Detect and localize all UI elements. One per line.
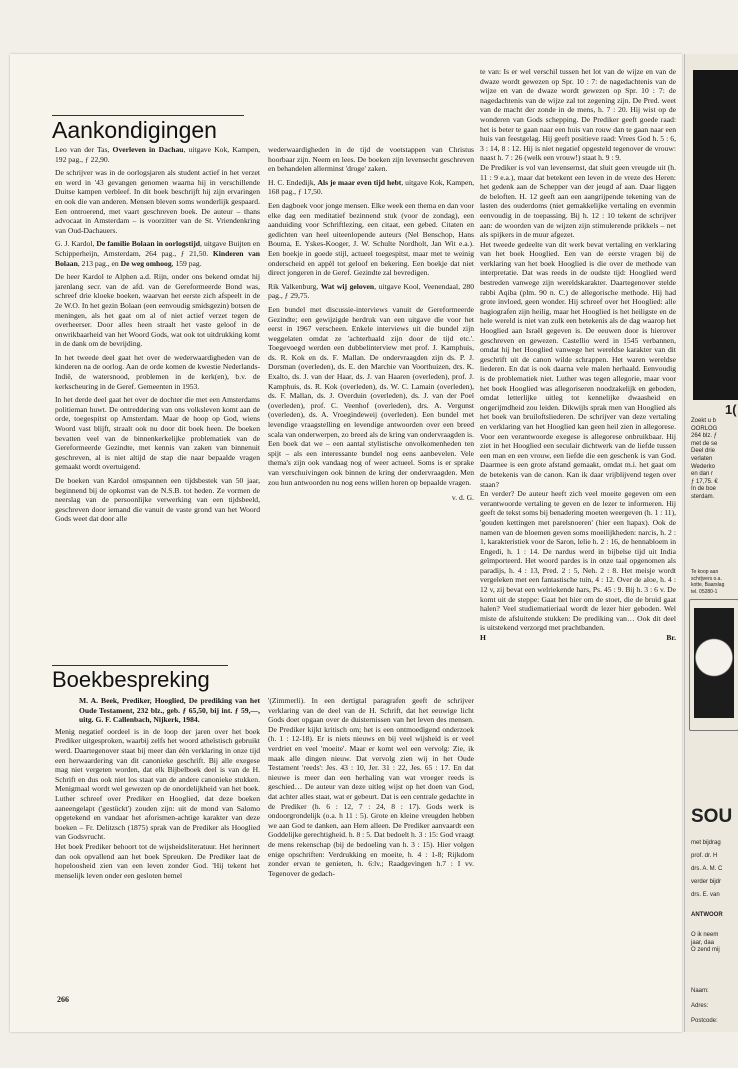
review-text-2: '(Zimmerli). In een dertigtal paragrafen geeft de schrijver verklaring van de deel van de H. Schrift, dat het eeuwige licht Gods doet opgaan over de duisternissen van het leven des mensen. De Prediker kijkt kritisch om; het is een ontmoedigend onderzoek (h. 1 : 12-18). Er is niets nieuws en bij veel wijsheid is er veel verdriet en veel 'moeite'. Maar er komt wel een vervolg: Zie, ik maak alle dingen nieuw. Dat vervolg zien wij in het Oude Testament 'reeds': Jes. 43 : 10, Jer. 31 : 22, Jes. 65 : 17. En dat nieuwe is meer dan een herhaling van wat vroeger reeds is geschied… De auteur van deze uitleg wijst op het doen van God, dat achter alles staat, wat er gebeurt. Dat is een centrale gedachte in de Prediker (h. 6 : 12, 7 : 24, 8 : 17). Gods werk is ondoorgrondelijk (o.a. h 11 : 5). Grote en kleine vreugden hebben we aan God te danken, aan Hem alleen. De Prediker aanvaardt een Goddelijke gerechtigheid. h. 8 : 5. Dat bedoelt h. 3 : 15: God vraagt de mens rekenschap (bij de bedoeling van h. 3 : 15). Hier volgen enige opschriften: Verdrukking en moeite, h. 4 : 1-8; Rijkdom zonder ervan te genieten, h. 6:lv.; Raadgevingen h.7 : I vv. Tegenover de gedach- [268, 696, 474, 878]
paragraph: In het derde deel gaat het over de dochter die met een Amsterdams politieman huwt. De ontreddering van ons volksleven komt aan de orde, toegespitst op Amsterdam. Maar de hoop op God, wiens Woord vast blijft, straalt ook nu door dit boek heen. De boeken bevatten veel van de binnenkerkelijke problematiek van de Gereformeerde Gezindte, met kennis van zaken van binnenuit geschreven, al is niet altijd de stap die naar bepaalde vragen gemaakt wordt overtuigend. [55, 395, 260, 472]
page-number: 266 [57, 995, 69, 1004]
adjacent-line: kotte, Baarslag [691, 582, 725, 589]
paragraph: In het tweede deel gaat het over de wederwaardigheden van de kinderen na de oorlog. Aan de orde komen de kwestie Nederlands-Indië, de watersnood, problemen in de kerk(en), b.v. de kerkscheuring in de Geref. Gemeenten in 1953. [55, 352, 260, 391]
adjacent-line: tel. 05280-1 [691, 588, 718, 595]
review-text-3: te van: Is er wel verschil tussen het lot van de wijze en van de dwaze wordt gewezen op Spr. 10 : 7: de nagedachtenis van de wijze en van de dwaze wordt gewezen op Spr. 10 : 7: de nagedachtenis van de wijze zal tot zegening zijn. De Pred. weet van de macht der zonde in de mens, h. 7 : 20. Hij wist op de wonderen van Gods schepping. De Prediker geeft goede raad: het is beter te gaan naar een huis van rouw dan te gaan naar een huis van feestgelag. Hij geeft positieve raad: Vrees God h. 5 : 6, 3 : 14, 8 : 12. Hij is niet negatief opgesteld tegenover de vrouw: naast h. 7 : 26 (welk een vrouw!) staat h. 9 : 9. De Prediker is vol van levensernst, dat sluit geen vreugde uit (h. 11 : 9 e.a.), maar dat betekent een leven in de vreze des Heren: het gedenk aan de Schepper van der jeugd af aan. Daar liggen de beloften. H. 12 geeft aan een aangrijpende tekening van de lasten des ouderdoms (niet gemakkelijke vertaling en evenmin eenvoudig in de toepassing. Bij h. 12 : 10 tekent de schrijver aan: de woorden van de wijzen zijn stimulerende prikkels – net als spijkers in de muur afgezet. Het tweede gedeelte van dit werk bevat vertaling en verklaring van het boek Hooglied. Een van de eerste vragen bij de verklaring van het boek Hooglied is die over de methode van interpretatie. Dat was reeds in de oudste tijd: Hooglied werd bestreden vanwege zijn wereldskarakter. Daartegenover stelde rabbi Aqiba (plm. 90 n. C.) de allegorische methode. Hij had grote invloed, geen wonder. Hij schreef over het Hooglied: alle hagiografen zijn heilig, maar het Hooglied is het heiligste en de hele wereld is niet van zulk een betekenis als de dag waarop het Hooglied aan Israël gegeven is. De eeuwen door is hierover geschreven en gewezen. Castellio werd in 1545 verbannen, omdat hij het Hooglied vanwege het wereldse karakter van dit geschrift uit de canon wilde schrappen. Het waren wereldse liederen. En dat is ook daarna vele malen herhaald. Eenvoudig is de problematiek niet. Luther was tegen allegorie, maar voor het boek Hooglied was allegoriseren noodzakelijk en geboden, omdat letterlijke uitleg tot kennelijke dwaasheid en ongerijmdheid zou leiden. Dikwijls sprak men van Hooglied als het boek van bruiloftsliederen. De schrijver van deze vertaling en verklaring van het Hooglied kan geen heil zien in allegorese. Voor een verantwoorde exegese is allegorese onbruikbaar. Hij ziet in het Hooglied een seculair dichtwerk van de liefde tussen een man en een vrouw, een liefde die een geschenk is van God. Daarmee is een grote afstand gemaakt, omdat m.i. het gaat om de betekenis van de canon. Kan ik daar vrijblijvend tegen over staan? En verder? De auteur heeft zich veel moeite gegeven om een verantwoorde vertaling te geven en de lezer te informeren. Hij geeft de tekst soms bij benadering moeten weergeven (h. 1 : 11), 'gouden kettingen met parelsnoeren' (hier een hapax). Ook de namen van de bloemen geven soms moeilijkheden: narcis, h. 2 : 1, karakteristiek voor de Saron, lelie h. 2 : 16, de hennabloem in Engedi, h. 1 : 14. De nardus werd in bijbelse tijd uit India geïmporteerd. Het woord pardes is in onze taal opgenomen als paradijs, h. 4 : 13, Pred. 2 : 5, Neh. 2 : 8. Het meisje wordt vergeleken met een fantastische tuin, 4 : 12. Over de aloe, h. 4 : 12 v, zij bevat een welriekende hars, Ps. 45 : 9. Bij h. 3 : 6 v. De komt uit de steppe: Gaat het hier om de stoet, die de bruid gaat halen? Veel studiematieriaal wordt de lezer hier geboden. Wel miste de afsluitende stukken: De prediking van… Ook dit deel is uitstekend verzorgd met prachtbanden. [480, 67, 676, 633]
adjacent-line: ƒ 17,75. € [691, 478, 718, 485]
adjacent-heading-1: 1( [725, 402, 737, 417]
adjacent-line: OORLOG [691, 425, 718, 432]
signature-left: H [480, 633, 486, 643]
adjacent-form-fields [691, 984, 718, 1029]
section-heading-boekbespreking: Boekbespreking [52, 667, 210, 692]
adjacent-line: Naam: [691, 988, 709, 994]
adjacent-line: O zend mij [691, 947, 720, 954]
paragraph: De boeken van Kardol omspannen een tijdsbestek van 50 jaar, beginnend bij de opkomst van de N.S.B. tot heden. Ze vormen de neerslag van de persoonlijke verwerking van een tijdsbeeld, geschreven door iemand die vanuit de vaste grond van het Woord Gods weet dat door alle [55, 476, 260, 524]
paragraph: Een dagboek voor jonge mensen. Elke week een thema en dan voor elke dag een meditatief bezinnend stuk (voor de zondag), een aanduiding voor Schriftlezing, een citaat, een gebed. Citaten en gedichten van heel uiteenlopende auteurs (Nel Benschop, Hans Bouma, E. Yskes-Kooger, J. W. Schulte Nordholt, Jan Wit e.a.). Een boekje in goede stijl, actueel toegespitst, maar met te weinig onderscheid en appèl tot geloof en bekering. Een boekje dat niet direct jongeren in de Geref. Gezindte zal bevredigen. [268, 200, 474, 278]
book-citation: M. A. Beek, Prediker, Hooglied, De prediking van het Oude Testament, 232 blz., geb. ƒ 65,50, bij int. ƒ 59,—, uitg. G. F. Callenbach, Nijkerk, 1984. [79, 696, 260, 725]
adjacent-page [684, 54, 738, 1032]
adjacent-line: prof. dr. H [691, 853, 718, 859]
adjacent-line: en dan r [691, 471, 714, 478]
paragraph: De schrijver was in de oorlogsjaren als student actief in het verzet en werd in '43 gevangen genomen waarna hij in verschillende Duitse kampen verbleef. In dit boek beschrijft hij zijn ervaringen en ook die van anderen. Mensen bleven soms wonderlijk gespaard. Een ontroerend, met vaart geschreven boek. De auteur – thans advocaat in Amsterdam – is voorzitter van de St. Vriendenkring van Oud-Dachauers. [55, 168, 260, 235]
adjacent-image [694, 608, 734, 718]
adjacent-line: verder bijdr [691, 879, 722, 885]
adjacent-line: drs. E. van [691, 892, 720, 898]
adjacent-ad-text-2 [691, 837, 722, 902]
adjacent-line: met bijdrag [691, 840, 721, 846]
adjacent-line: Deel drie [691, 448, 716, 455]
top-rule [52, 115, 244, 116]
paragraph: De heer Kardol te Alphen a.d. Rijn, onder ons bekend omdat hij jarenlang secr. van de afd. van de Gereformeerde Bond was, schreef drie kloeke boeken, waarvan het eerste zich afspeelt in de 2e W.O. In het gezin Bolaan (een eenvoudig smidsgezin) botsen de meningen, als het gaat om al of niet actief verzet tegen de overheerser. Door alles heen straalt het vaste geloof in de onwrikbaarheid van het Woord Gods, wat ook tot uitdrukking komt in de dank om de bevrijding. [55, 272, 260, 349]
adjacent-line: sterdam. [691, 493, 715, 500]
review-column-3 [480, 67, 676, 987]
adjacent-heading-2: SOU [691, 806, 733, 827]
photo-block [693, 70, 738, 400]
signature-right: Br. [666, 633, 676, 643]
adjacent-line: schrijvers o.a. [691, 575, 722, 582]
adjacent-line: Te koop aan [691, 569, 719, 575]
review-text-1: Menig negatief oordeel is in de loop der jaren over het boek Prediker uitgesproken, waarbij zelfs het woord atheïstisch gebruikt werd. Daartegenover staat bij meer dan één verklaring in onze tijd een herwaardering van dit canonieke geschrift. Bij alle exegese mag niet vergeten worden, dat elk Bijbelboek deel is van de H. Schrift en dus ook niet los staat van de andere canonieke stukken. Menigmaal wordt wel gewezen op de onordelijkheid van het boek. Luther schreef over Prediker en Hooglied, dat deze boeken aaneengelapt ('gestückt') zouden zijn: uit de mond van Salomo opgetekend en vandaar het aforismen-achtige karakter van deze boeken – Fr. Delitzsch (1875) sprak van de Prediker als Hooglied van Godsvrucht. Het boek Prediker behoort tot de wijsheidsliteratuur. Het herinnert dan ook opvallend aan het boek Spreuken. De Prediker laat de hopeloosheid zien van een leven zonder God. 'Hij tekent het menselijk leven onder een gesloten hemel [55, 726, 260, 880]
adjacent-line: drs. A. M. C [691, 866, 723, 872]
adjacent-line: Adres: [691, 1003, 709, 1009]
adjacent-line: jaar, daa [691, 939, 715, 946]
section-rule [52, 665, 228, 666]
review-signature [480, 633, 676, 643]
boekbespreking-column-2 [268, 696, 474, 986]
paragraph: G. J. Kardol, De familie Bolaan in oorlogstijd, uitgave Buijten en Schipperheijn, Amsterdam, 264 pag., ƒ 21,50. Kinderen van Bolaan, 213 pag., en De weg omhoog, 159 pag. [55, 239, 260, 268]
adjacent-antwoord: ANTWOOR [691, 912, 723, 918]
paragraph: Rik Valkenburg, Wat wij geloven, uitgave Kool, Veenendaal, 280 pag., ƒ 29,75. [268, 281, 474, 301]
adjacent-small-text [691, 569, 724, 595]
aankondigingen-column-2-text [268, 145, 474, 487]
aankondigingen-column-2 [268, 145, 474, 650]
adjacent-line: met de se [691, 440, 718, 447]
adjacent-ad-text-1 [691, 418, 718, 502]
section-heading-aankondigingen: Aankondigingen [52, 117, 217, 143]
adjacent-line: Postcode: [691, 1018, 718, 1024]
adjacent-line: In de boe [691, 486, 717, 493]
signature: v. d. G. [451, 493, 474, 503]
adjacent-line: Wederko [691, 463, 715, 470]
paragraph: Leo van der Tas, Overleven in Dachau, uitgave Kok, Kampen, 192 pag., ƒ 22,90. [55, 145, 260, 164]
boekbespreking-column-1 [55, 696, 260, 986]
aankondigingen-column-1 [55, 145, 260, 650]
adjacent-line: O ik neem [691, 932, 719, 938]
adjacent-form-options [691, 932, 720, 955]
paragraph: Een bundel met discussie-interviews vanuit de Gereformeerde Gezindte; een gewijzigde herdruk van een uitgave die voor het eerst in 1967 verscheen. Enkele interviews uit die bundel zijn weggelaten omdat ze 'achterhaald zijn door de tijd etc.'. Toegevoegd werden een dubbelinterview met prof. J. Kamphuis, ds. R. Kok en ds. F. Mallan. De ondervraagden zijn ds. P. J. Dorsman (overleden), ds. E. den Marchie van Voorthuizen, drs. K. Exalto, ds. J. van der Haar, ds. J. van Haaren (overleden), prof. J. Kamphuis, ds. R. Kok (overleden), ds. W. C. Lamain (overleden), ds. F. Mallan, ds. J. Overduin (overleden), ds. J. van der Poel (overleden), prof. C. Veenhof (overleden), drs. A. Vergunst (overleden), ds. A. Vroegindeweij (overleden). Een bundel met levendige vraagstelling en levendige antwoorden over een breed scala van onderwerpen, zo breed als de kring van ondervraagden is. Een boek dat we – een aantal stylistische onvolkomenheden ten spijt – als een interessante bundel nog eens aanbevelen. Vele thema's zijn ook vandaag nog of weer actueel. Soms is er sprake van verschuivingen ook binnen de kring der ondervraagden. Men zou hun antwoorden nu nog eens willen horen op bepaalde vragen. [268, 304, 474, 487]
adjacent-line: verlaten [691, 455, 713, 462]
paragraph: H. C. Endedijk, Als je maar even tijd hebt, uitgave Kok, Kampen, 168 pag., ƒ 17,50. [268, 177, 474, 197]
adjacent-line: 264 blz. ƒ [691, 433, 718, 440]
adjacent-image-frame [689, 599, 738, 731]
adjacent-line: Zoekt u b [691, 418, 717, 424]
paragraph: wederwaardigheden in de tijd de voetstappen van Christus hoorbaar zijn. Neem en lees. De boeken zijn levensecht geschreven en behandelen allerminst 'droge' zaken. [268, 145, 474, 174]
